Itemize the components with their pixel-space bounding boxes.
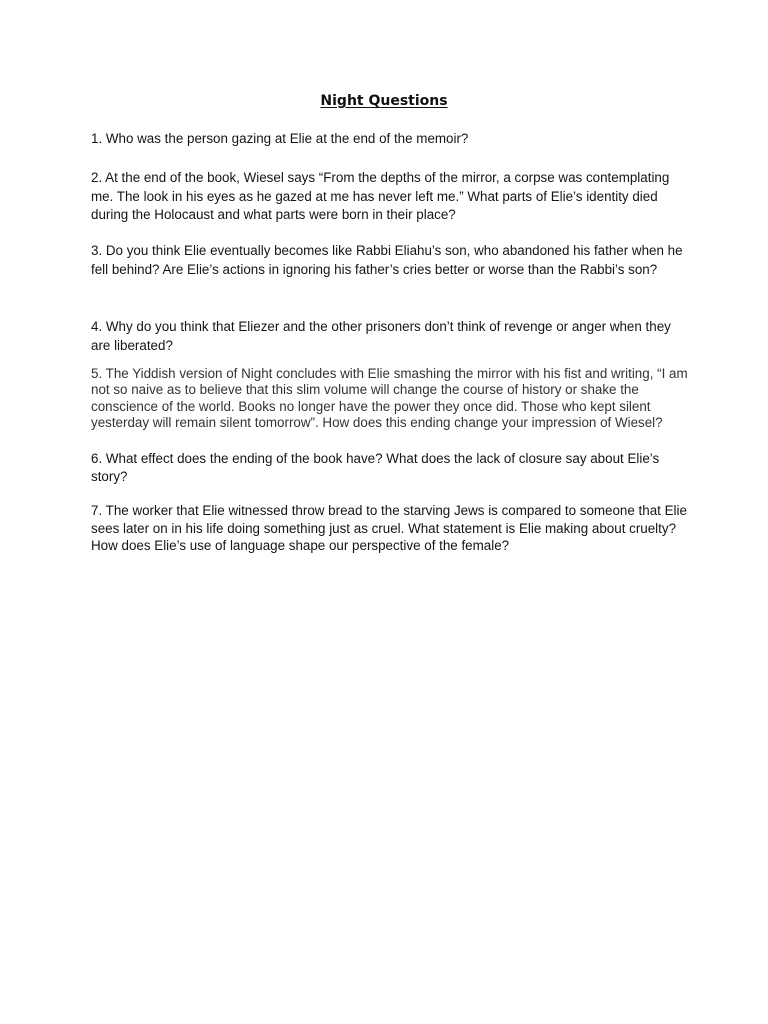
question-6: 6. What effect does the ending of the book have? What does the lack of closure say about Elie’s story? xyxy=(91,451,660,484)
question-3: 3. Do you think Elie eventually becomes like Rabbi Eliahu’s son, who abandoned his father when he fell behind? Are Elie’s actions in ignoring his father’s cries better or worse than the Rabbi’s son? xyxy=(91,243,683,277)
question-4: 4. Why do you think that Eliezer and the other prisoners don’t think of revenge or anger when they are liberated? xyxy=(91,319,671,353)
question-5: 5. The Yiddish version of Night concludes with Elie smashing the mirror with his fist and writing, “I am not so naive as to believe that this slim volume will change the course of history or shake the conscience of the world. Books no longer have the power they once did. Those who kept silent yesterday will remain silent tomorrow”. How does this ending change your impression of Wiesel? xyxy=(91,366,688,430)
question-1: 1. Who was the person gazing at Elie at the end of the memoir? xyxy=(91,131,469,146)
question-2: 2. At the end of the book, Wiesel says “From the depths of the mirror, a corpse was contemplating me. The look in his eyes as he gazed at me has never left me.” What parts of Elie’s identity died during the Holocaust and what parts were born in their place? xyxy=(91,170,670,222)
question-7: 7. The worker that Elie witnessed throw bread to the starving Jews is compared to someone that Elie sees later on in his life doing something just as cruel. What statement is Elie making about cruelty? How does Elie’s use of language shape our perspective of the female? xyxy=(91,503,687,553)
page-title: Night Questions xyxy=(320,93,448,109)
